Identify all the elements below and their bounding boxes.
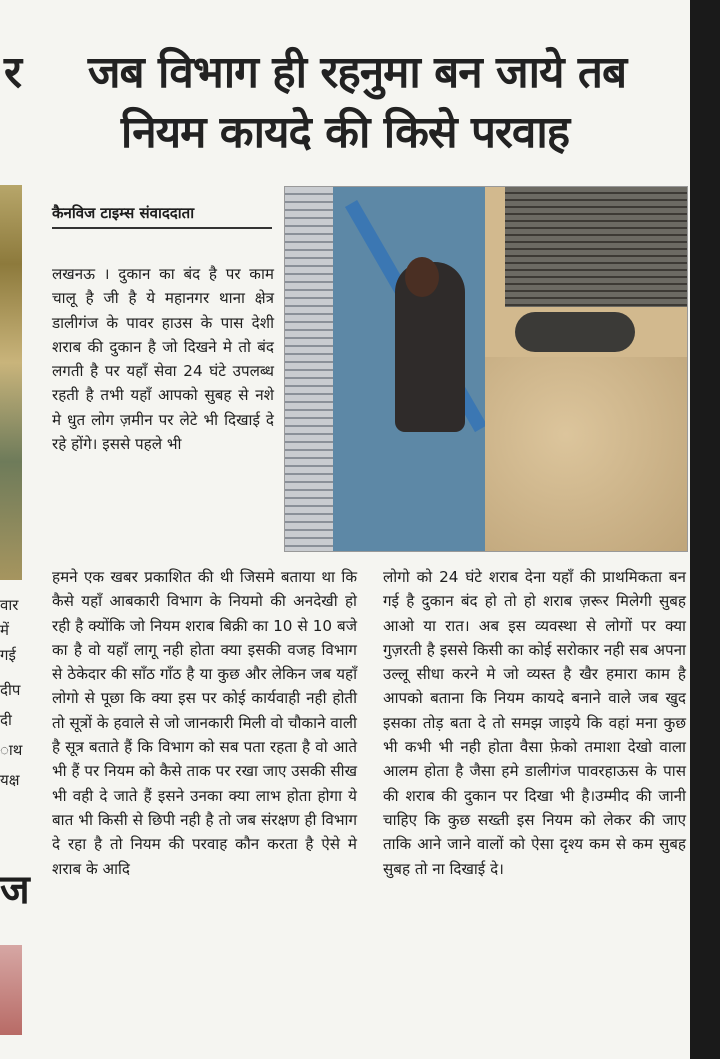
edge-text-7: यक्ष bbox=[0, 771, 20, 789]
article-text-2: हमने एक खबर प्रकाशित की थी जिसमे बताया था कि कैसे यहाँ आबकारी विभाग के नियमो की अनदेखी हो रही है क्योंकि जो नियम शराब बिक्री का 10 से 10 बजे का है वो यहाँ लागू नही होता क्या इसकी वजह विभाग से ठेकेदार की साँठ गाँठ है या कुछ और लेकिन जब यहाँ लोगो से पूछा कि क्या इस पर कोई कार्यवाही नही होती तो सूत्रों के हवाले से जो जानकारी मिली वो चौकाने वाली है सूत्र बताते हैं कि विभाग को सब पता रहता है वो आते भी हैं पर नियम को कैसे ताक पर रखा जाए उसकी सीख भी वही दे जाते हैं इसने उनका क्या लाभ होता होगा ये बात भी किसी से छिपी नही है तो जब संरक्षण ही विभाग दे रहा है तो नियम की परवाह कौन करता है ऐसे मे शराब के आदि bbox=[52, 568, 357, 878]
news-photo bbox=[284, 186, 688, 552]
edge-text-5: दी bbox=[0, 711, 12, 729]
edge-text-3: गई bbox=[0, 646, 16, 664]
byline: कैनविज टाइम्स संवाददाता bbox=[52, 203, 272, 229]
edge-text-1: वार bbox=[0, 596, 19, 614]
headline-edge-fragment: र bbox=[4, 47, 22, 98]
photo-shutter-left bbox=[285, 187, 333, 551]
edge-text-6: ाथ bbox=[0, 741, 23, 759]
article-column-3 bbox=[383, 565, 686, 881]
photo-man-head bbox=[405, 257, 439, 297]
article-column-1 bbox=[52, 262, 274, 456]
article-text-1: लखनऊ । दुकान का बंद है पर काम चालू है जी है ये महानगर थाना क्षेत्र डालीगंज के पावर हाउस के पास देशी शराब की दुकान है जो दिखने मे तो बंद लगती है पर यहाँ सेवा 24 घंटे उपलब्ध रहती है तभी यहाँ आपको सुबह से नशे मे धुत लोग ज़मीन पर लेटे भी दिखाई दे रहे होंगे। इससे पहले भी bbox=[52, 265, 274, 454]
article-text-3: लोगो को 24 घंटे शराब देना यहाँ की प्राथमिकता बन गई है दुकान बंद हो तो हो शराब ज़रूर मिलेगी सुबह आओ या रात। अब इस व्यवस्था से लोगों पर क्या गुज़रती है इससे किसी का कोई सरोकार नही सब अपना उल्लू सीधा करने मे जो व्यस्त है खैर हमारा काम है आपको बताना कि नियम कायदे बनाने वाले जब खुद इसका तोड़ बता दे तो समझ जाइये कि वहां मना कुछ भी कभी भी नही होता वैसा फ़ेको तमाशा देखो वाला आलम होता है जैसा हमे डालीगंज पावरहाऊस के पास की शराब की दुकान पर दिखा भी है।उम्मीद की जानी चाहिए कि कुछ सख्ती इस नियम को लेकर की जाए ताकि आने जाने वालों को ऐसा दृश्य कम से कम सुबह सुबह तो ना दिखाई दे। bbox=[383, 568, 686, 878]
headline-line-1: जब विभाग ही रहनुमा बन जाये तब bbox=[87, 47, 627, 98]
edge-headline-fragment: ज bbox=[0, 867, 30, 913]
adjacent-photo-fragment bbox=[0, 185, 22, 580]
photo-man-lying bbox=[515, 312, 635, 352]
headline-line-2: नियम कायदे की किसे परवाह bbox=[120, 107, 570, 158]
photo-shutter-right bbox=[505, 187, 687, 307]
adjacent-ad-fragment bbox=[0, 945, 22, 1035]
edge-text-4: दीप bbox=[0, 681, 21, 699]
edge-text-2: में bbox=[0, 621, 9, 639]
article-column-2 bbox=[52, 565, 357, 881]
photo-ground bbox=[485, 357, 687, 551]
